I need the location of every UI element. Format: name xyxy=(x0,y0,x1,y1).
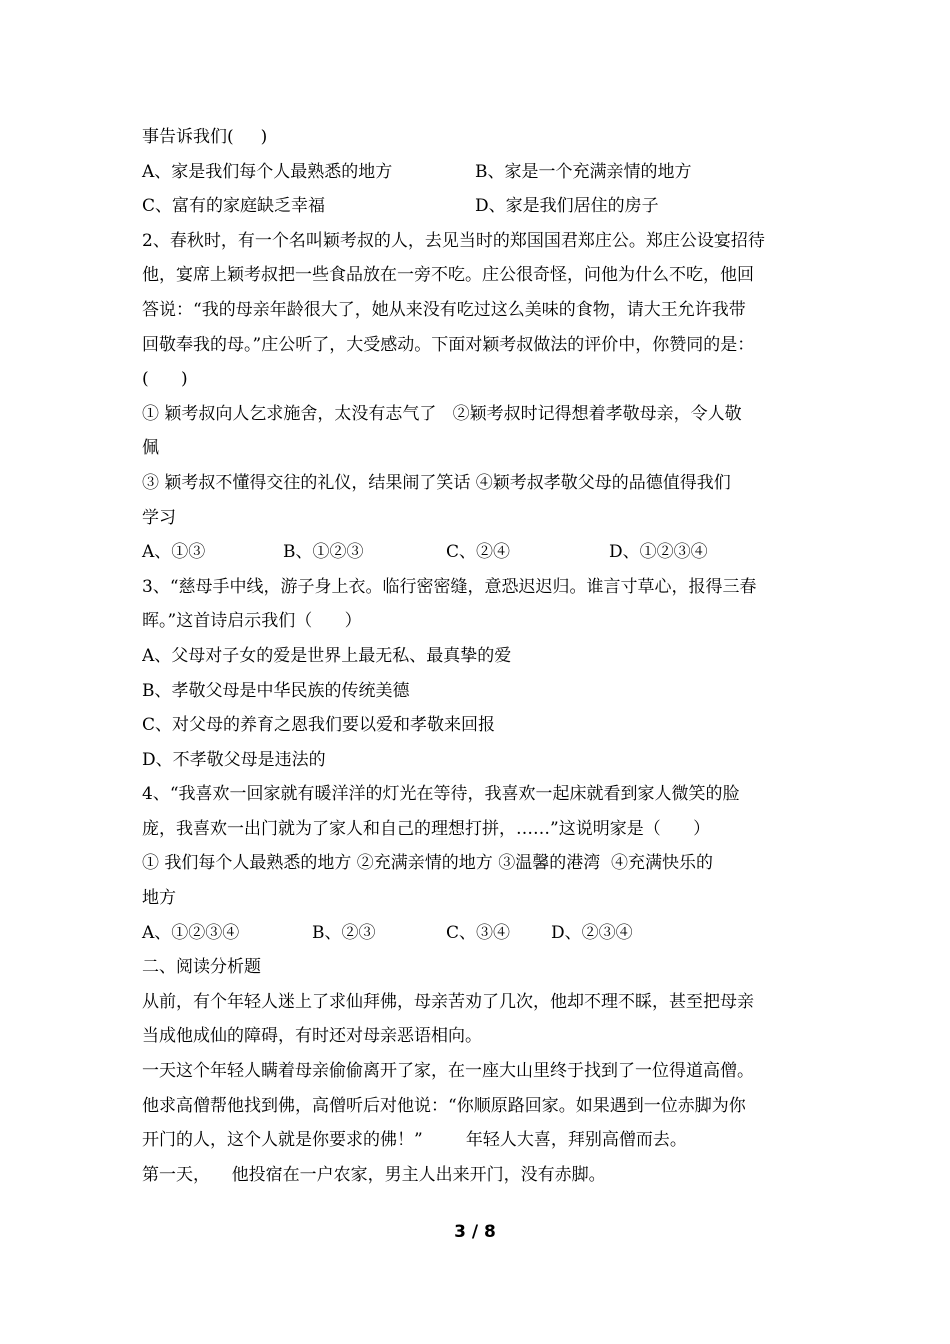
q1-options-row-2 xyxy=(142,189,822,224)
q2-answer-blank: ( ) xyxy=(142,369,188,390)
reading-paragraph-line: 第一天， 他投宿在一户农家，男主人出来开门，没有赤脚。 xyxy=(142,1164,606,1185)
q2-stem-line: 2、春秋时，有一个名叫颖考叔的人，去见当时的郑国国君郑庄公。郑庄公设宴招待 xyxy=(142,230,765,251)
q2-option-c: C、②④ xyxy=(446,542,511,563)
q2-option-d: D、①②③④ xyxy=(609,542,708,563)
document-body xyxy=(142,120,822,1192)
q3-option: D、不孝敬父母是违法的 xyxy=(142,749,326,770)
q4-option-b: B、②③ xyxy=(312,922,376,943)
q2-statement: ③ 颖考叔不懂得交往的礼仪，结果闹了笑话 ④颖考叔孝敬父母的品德值得我们 xyxy=(142,472,731,493)
q4-option-d: D、②③④ xyxy=(551,922,633,943)
q2-option-a: A、①③ xyxy=(142,542,206,563)
q2-statement: 学习 xyxy=(142,507,176,528)
reading-paragraph-line: 开门的人，这个人就是你要求的佛！” 年轻人大喜，拜别高僧而去。 xyxy=(142,1130,687,1151)
q1-option-d: D、家是我们居住的房子 xyxy=(475,196,659,217)
q3-option: C、对父母的养育之恩我们要以爱和孝敬来回报 xyxy=(142,715,496,736)
q2-stem-line: 他，宴席上颖考叔把一些食品放在一旁不吃。庄公很奇怪，问他为什么不吃，他回 xyxy=(142,265,754,286)
q4-stem-line: 庞，我喜欢一出门就为了家人和自己的理想打拼，……”这说明家是（ ） xyxy=(142,818,711,839)
q2-statement: ① 颖考叔向人乞求施舍，太没有志气了 ②颖考叔时记得想着孝敬母亲，令人敬 xyxy=(142,403,742,424)
q1-options-row-1 xyxy=(142,155,822,190)
q2-statement: 佩 xyxy=(142,438,159,459)
q4-option-a: A、①②③④ xyxy=(142,922,240,943)
reading-paragraph-line: 一天这个年轻人瞒着母亲偷偷离开了家，在一座大山里终于找到了一位得道高僧。 xyxy=(142,1061,754,1082)
page-number: 3 / 8 xyxy=(454,1222,496,1242)
q3-option: B、孝敬父母是中华民族的传统美德 xyxy=(142,680,410,701)
q3-stem-line: 3、“慈母手中线，游子身上衣。临行密密缝，意恐迟迟归。谁言寸草心，报得三春 xyxy=(142,576,757,597)
q4-options-row xyxy=(142,916,822,951)
q4-statement: 地方 xyxy=(142,888,176,909)
q4-statement: ① 我们每个人最熟悉的地方 ②充满亲情的地方 ③温馨的港湾 ④充满快乐的 xyxy=(142,853,714,874)
q2-stem-line: 回敬奉我的母。”庄公听了，大受感动。下面对颖考叔做法的评价中，你赞同的是： xyxy=(142,334,755,355)
q1-option-a: A、家是我们每个人最熟悉的地方 xyxy=(142,161,393,182)
section-heading: 二、阅读分析题 xyxy=(142,957,261,978)
q2-options-row xyxy=(142,535,822,570)
q2-stem-line: 答说：“我的母亲年龄很大了，她从来没有吃过这么美味的食物，请大王允许我带 xyxy=(142,299,746,320)
q3-option: A、父母对子女的爱是世界上最无私、最真挚的爱 xyxy=(142,645,512,666)
q2-option-b: B、①②③ xyxy=(283,542,364,563)
reading-paragraph-line: 从前，有个年轻人迷上了求仙拜佛，母亲苦劝了几次，他却不理不睬，甚至把母亲 xyxy=(142,991,754,1012)
q1-option-b: B、家是一个充满亲情的地方 xyxy=(475,161,692,182)
q4-stem-line: 4、“我喜欢一回家就有暖洋洋的灯光在等待，我喜欢一起床就看到家人微笑的脸 xyxy=(142,784,740,805)
reading-paragraph-line: 当成他成仙的障碍，有时还对母亲恶语相向。 xyxy=(142,1026,482,1047)
q1-stem-tail: 事告诉我们( ) xyxy=(142,127,268,147)
reading-paragraph-line: 他求高僧帮他找到佛，高僧听后对他说：“你顺原路回家。如果遇到一位赤脚为你 xyxy=(142,1095,746,1116)
q4-option-c: C、③④ xyxy=(446,922,511,943)
q1-option-c: C、富有的家庭缺乏幸福 xyxy=(142,196,326,217)
q3-stem-line: 晖。”这首诗启示我们（ ） xyxy=(142,611,362,632)
